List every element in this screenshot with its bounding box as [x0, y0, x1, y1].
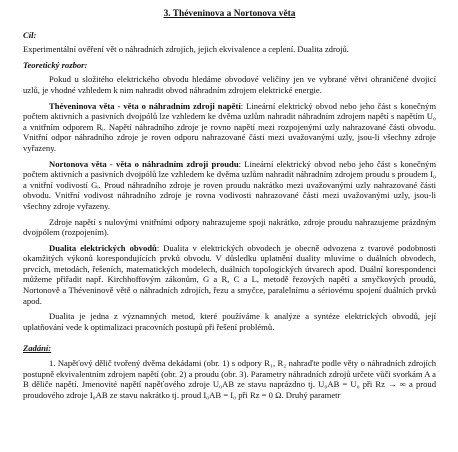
thevenin-paragraph	[23, 101, 436, 154]
thevenin-lead: Théveninova věta - věta o náhradním zdroji napětí	[49, 100, 241, 111]
rozbor-heading: Teoretický rozbor:	[23, 59, 88, 70]
norton-text: : Lineární elektrický obvod nebo jeho část s konečným počtem aktivních a pasivních dvojpólů lze vzhledem ke dvěma uzlům nahradit náhradním zdrojem proudu s proudem I₀ a vnitřní vodivostí Gᵢ. Proud náhradního zdroje je roven proudu nakrátko mezi uvažovanými uzly nahrazované části obvodu. Vnitřní vodivost náhradního zdroje je rovna vodivosti nahrazované části mezi uvažovanými uzly, jsou-li všechny zdroje vyřazeny.	[23, 158, 436, 211]
thevenin-text: : Lineární elektrický obvod nebo jeho část s konečným počtem aktivních a pasivních dvojpólů lze vzhledem ke dvěma uzlům nahradit náhradním zdrojem napětí s napětím U₀ a vnitřním odporem Rᵢ. Napětí náhradního zdroje je rovno napětí mezi rozpojenými uzly nahrazované části obvodu. Vnitřní odpor náhradního zdroje je roven odporu nahrazované části mezi uvažovanými uzly, jsou-li všechny zdroje vyřazeny.	[23, 100, 436, 153]
norton-paragraph	[23, 159, 436, 212]
zdroje-paragraph: Zdroje napětí s nulovými vnitřními odpory nahrazujeme spoji nakrátko, zdroje proudu nahrazujeme prázdným dvojpólem (rozpojením).	[23, 216, 436, 238]
rozbor-intro: Pokud u složitého elektrického obvodu hledáme obvodové veličiny jen ve vybrané větvi ohraničené dvojicí uzlů, je vhodné vzhledem k nim nahradit obvod náhradním zdrojem elektrické energie.	[23, 74, 436, 95]
closing-paragraph: Dualita je jedna z významných metod, které používáme k analýze a syntéze elektrických obvodů, její uplatňování vede k optimalizaci pracovních postupů při řešení problémů.	[23, 311, 436, 332]
cil-text: Experimentální ověření vět o náhradních zdrojích, jejich ekvivalence a ceplení. Dualita zdrojů.	[23, 44, 349, 55]
dualita-lead: Dualita elektrických obvodů	[49, 242, 157, 253]
zadani-item-1: 1. Napěťový dělič tvořený dvěma dekádami (obr. 1) s odpory R₁, R₂ nahraďte podle věty o náhradních zdrojích postupně ekvivalentním zdrojem napětí (obr. 2) a proudu (obr. 3). Parametry náhradních zdrojů určete vůči svorkám A a B děliče napětí. Jmenovité napětí napěťového zdroje U₀AB ze stavu naprázdno tj. U₀AB = U₀ při Rz → ∞ a proud proudového zdroje I₀AB ze stavu nakrátko tj. proud I₀AB = I₀ při Rz = 0 Ω. Druhý parametr	[23, 358, 436, 400]
zadani-heading: Zadání:	[23, 343, 52, 354]
page-title: 3. Théveninova a Nortonova věta	[163, 9, 296, 19]
cil-heading: Cíl:	[23, 29, 37, 40]
dualita-text: : Dualita v elektrických obvodech je obecně odvozena z tvarové podobnosti okamžitých výkonů korespondujících prvků obvodu. V důsledku uplatnění duality mluvíme o duálních obvodech, prvcích, metodách, řešeních, matematických modelech, duálních topologických útvarech apod. Duální korespondenci můžeme přiřadit např. Kirchhoffovým zákonům, G a R, C a L, metodě řezových napětí a smyčkových proudů, Nortonově a Théveninově větě o náhradních zdrojích, řezu a smyčce, paralelnímu a sériovému spojení duálních prvků apod.	[23, 242, 436, 306]
norton-lead: Nortonova věta - věta o náhradním zdroji proudu	[49, 158, 239, 169]
dualita-paragraph	[23, 243, 436, 307]
